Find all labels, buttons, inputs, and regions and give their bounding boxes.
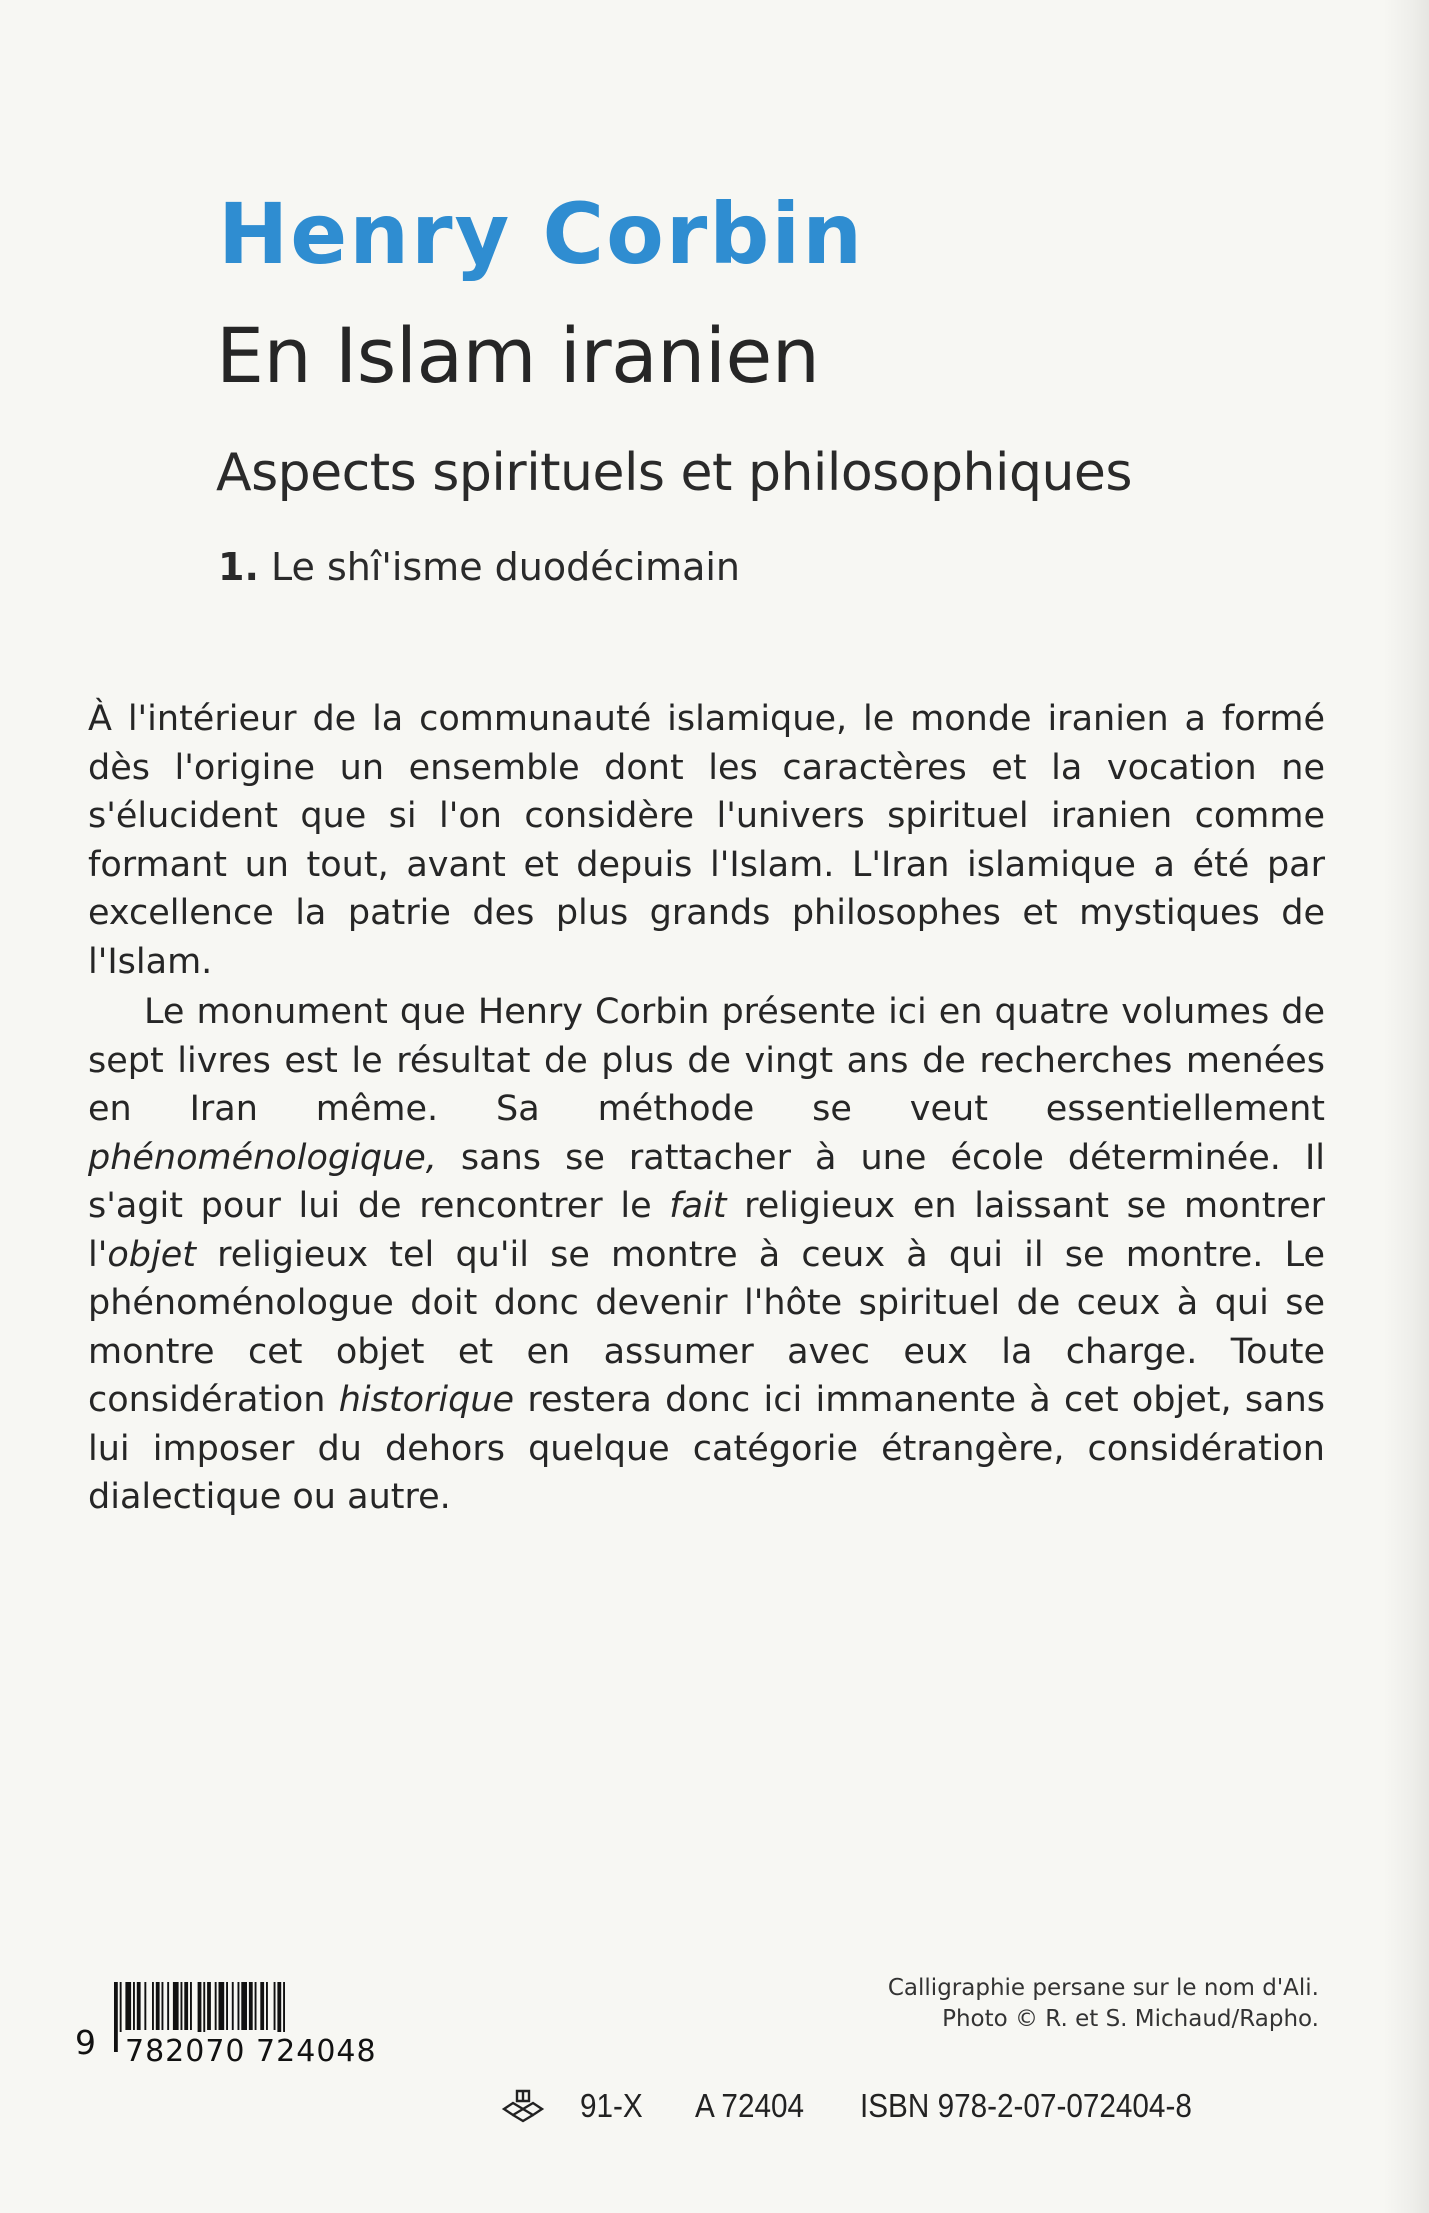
volume-number: 1. (218, 545, 259, 589)
barcode-bar (219, 1982, 225, 2030)
book-subtitle: Aspects spirituels et philosophiques (216, 443, 1132, 503)
barcode-bar (207, 1982, 211, 2030)
paragraph-2-text-5: restera donc ici immanente à cet objet, sans lui imposer du dehors quelque catégorie étrangère, considération dialectique ou autre. (88, 1380, 1325, 1517)
catalog-code: 91-X (580, 2087, 643, 2124)
barcode-bar (274, 1982, 276, 2030)
blurb (88, 695, 1325, 1522)
blurb-paragraph-1: À l'intérieur de la communauté islamique, le monde iranien a formé dès l'origine un ensemble dont les caractères et la vocation ne s'élucident que si l'on considère l'univers spirituel iranien comme formant un tout, avant et depuis l'Islam. L'Iran islamique a été par excellence la patrie des plus grands philosophes et mystiques de l'Islam. (88, 699, 1325, 982)
barcode-bar (173, 1982, 179, 2030)
barcode-bar (162, 1982, 164, 2030)
barcode-bar (133, 1982, 135, 2030)
volume-title: Le shî'isme duodécimain (270, 545, 741, 589)
volume-heading (218, 545, 741, 589)
barcode-bar (137, 1982, 141, 2030)
blurb-paragraph-2 (88, 988, 1325, 1522)
paragraph-2-emphasis-2: fait (669, 1186, 727, 1226)
author-name: Henry Corbin (218, 185, 865, 283)
barcode-bar (226, 1982, 228, 2030)
barcode-bar (125, 1982, 131, 2030)
barcode-bar (260, 1982, 264, 2030)
paragraph-2-text-2: sans se rattacher à une école déterminée. Il s'agit pour lui de rencontrer le (88, 1137, 1325, 1226)
barcode-first-digit: 9 (75, 2023, 96, 2062)
barcode-bar (255, 1982, 257, 2030)
barcode-bar (190, 1982, 192, 2030)
barcode-bar (266, 1982, 268, 2030)
barcode-bar (215, 1982, 217, 2030)
barcode-bar (114, 1982, 118, 2052)
barcode-bar (181, 1982, 183, 2030)
credit-line-2: Photo © R. et S. Michaud/Rapho. (942, 2006, 1319, 2032)
barcode-bar (232, 1982, 234, 2030)
barcode-bar (184, 1982, 188, 2030)
photo-credits (888, 1973, 1319, 2035)
barcode-bar (167, 1982, 169, 2030)
barcode-bar (152, 1982, 154, 2030)
barcode-bar (144, 1982, 146, 2030)
reference-code: A 72404 (695, 2087, 805, 2124)
paragraph-2-text-3: religieux en laissant se montrer l' (88, 1186, 1325, 1275)
footer-codes (500, 2085, 1260, 2129)
paragraph-2-emphasis-3: objet (107, 1234, 196, 1275)
barcode-bar (241, 1982, 247, 2030)
paragraph-2-emphasis-1: phénoménologique, (88, 1137, 437, 1178)
credit-line-1: Calligraphie persane sur le nom d'Ali. (887, 1975, 1319, 2001)
barcode-bar (156, 1982, 160, 2030)
barcode-digits: 782070 724048 (119, 2032, 419, 2072)
barcode-bar (238, 1982, 240, 2030)
paragraph-2-text-4: religieux tel qu'il se montre à ceux à qui il se montre. Le phénoménologue doit donc devenir l'hôte spirituel de ceux à qui se montre cet objet et en assumer avec eux la charge. Toute considération (88, 1234, 1325, 1420)
book-emblem-icon (500, 2087, 546, 2127)
isbn-number: ISBN 978-2-07-072404-8 (860, 2087, 1192, 2124)
barcode-block (75, 1982, 415, 2078)
paragraph-2-text-1: Le monument que Henry Corbin présente ici en quatre volumes de sept livres est le résultat de plus de vingt ans de recherches menées en Iran même. Sa méthode se veut essentiellement (88, 992, 1325, 1129)
barcode-bar (249, 1982, 253, 2030)
page-edge-shadow (1383, 0, 1429, 2213)
paragraph-2-emphasis-4: historique (338, 1380, 515, 1420)
book-title: En Islam iranien (216, 311, 820, 400)
